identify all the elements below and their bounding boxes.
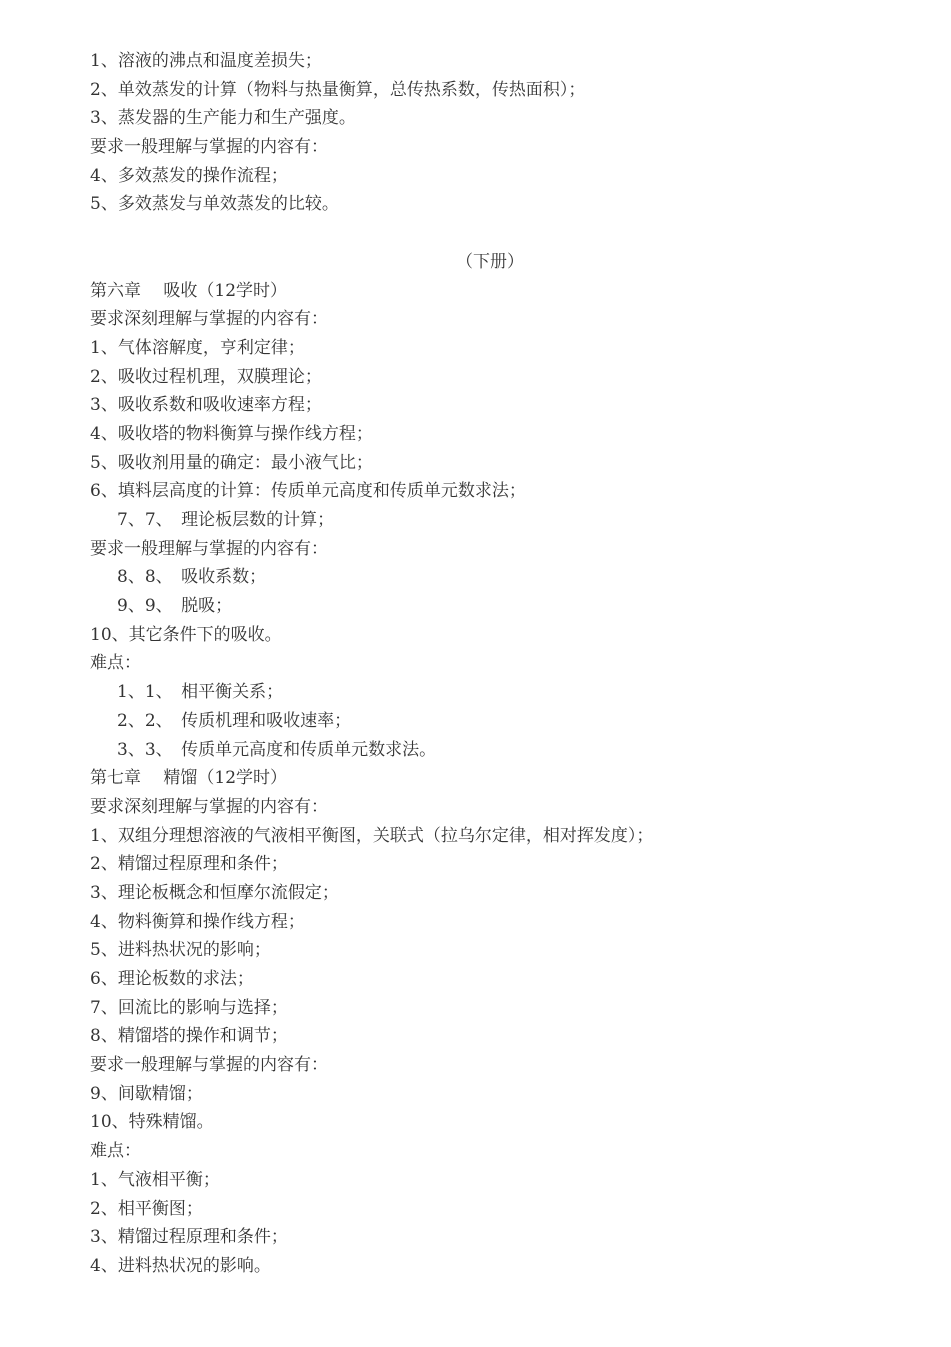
list-item: 3、精馏过程原理和条件；	[90, 1227, 288, 1248]
list-item: 8、8、 吸收系数；	[117, 567, 267, 588]
list-item: 2、精馏过程原理和条件；	[90, 854, 288, 875]
list-item: 5、进料热状况的影响；	[90, 940, 271, 961]
list-item: 7、7、 理论板层数的计算；	[117, 510, 335, 530]
evaporation-section	[90, 47, 890, 219]
text-line: 4、多效蒸发的操作流程；	[90, 165, 288, 186]
list-item: 3、3、 传质单元高度和传质单元数求法。	[117, 739, 437, 760]
text-line: 5、多效蒸发与单效蒸发的比较。	[90, 194, 339, 215]
list-item: 1、气体溶解度，亨利定律；	[90, 337, 305, 358]
list-item: 2、2、 传质机理和吸收速率；	[117, 710, 352, 731]
list-item: 6、填料层高度的计算：传质单元高度和传质单元数求法；	[90, 481, 526, 502]
section-heading: 要求一般理解与掌握的内容有：	[90, 1055, 328, 1076]
text-line: 要求一般理解与掌握的内容有：	[90, 137, 328, 158]
spacer	[90, 219, 890, 248]
section-heading: 要求深刻理解与掌握的内容有：	[90, 309, 328, 330]
chapter-title: 第六章 吸收（12学时）	[90, 280, 288, 301]
document-page	[90, 47, 890, 1281]
volume-title: （下册）	[456, 251, 524, 272]
list-item: 9、9、 脱吸；	[117, 596, 233, 617]
section-heading: 难点：	[90, 653, 141, 674]
section-heading: 要求深刻理解与掌握的内容有：	[90, 796, 328, 817]
list-item: 3、理论板概念和恒摩尔流假定；	[90, 882, 339, 903]
list-item: 7、回流比的影响与选择；	[90, 997, 288, 1018]
list-item: 10、特殊精馏。	[90, 1112, 214, 1133]
list-item: 3、吸收系数和吸收速率方程；	[90, 395, 322, 416]
list-item: 1、气液相平衡；	[90, 1169, 220, 1190]
list-item: 2、相平衡图；	[90, 1198, 203, 1219]
chapter-7	[90, 764, 890, 1280]
chapter-title: 第七章 精馏（12学时）	[90, 768, 288, 789]
text-line: 3、蒸发器的生产能力和生产强度。	[90, 108, 356, 129]
text-line: 1、溶液的沸点和温度差损失；	[90, 51, 322, 71]
list-item: 1、1、 相平衡关系；	[117, 682, 284, 703]
list-item: 2、吸收过程机理，双膜理论；	[90, 366, 322, 387]
list-item: 10、其它条件下的吸收。	[90, 624, 282, 645]
list-item: 4、进料热状况的影响。	[90, 1255, 271, 1276]
section-heading: 难点：	[90, 1141, 141, 1162]
list-item: 9、间歇精馏；	[90, 1083, 203, 1104]
text-line: 2、单效蒸发的计算（物料与热量衡算，总传热系数，传热面积）；	[90, 79, 586, 100]
list-item: 4、吸收塔的物料衡算与操作线方程；	[90, 423, 373, 444]
chapter-6	[90, 277, 890, 765]
list-item: 1、双组分理想溶液的气液相平衡图，关联式（拉乌尔定律，相对挥发度）；	[90, 825, 654, 846]
list-item: 6、理论板数的求法；	[90, 969, 254, 989]
list-item: 4、物料衡算和操作线方程；	[90, 911, 305, 932]
list-item: 8、精馏塔的操作和调节；	[90, 1026, 288, 1047]
section-heading: 要求一般理解与掌握的内容有：	[90, 538, 328, 559]
list-item: 5、吸收剂用量的确定：最小液气比；	[90, 452, 373, 473]
